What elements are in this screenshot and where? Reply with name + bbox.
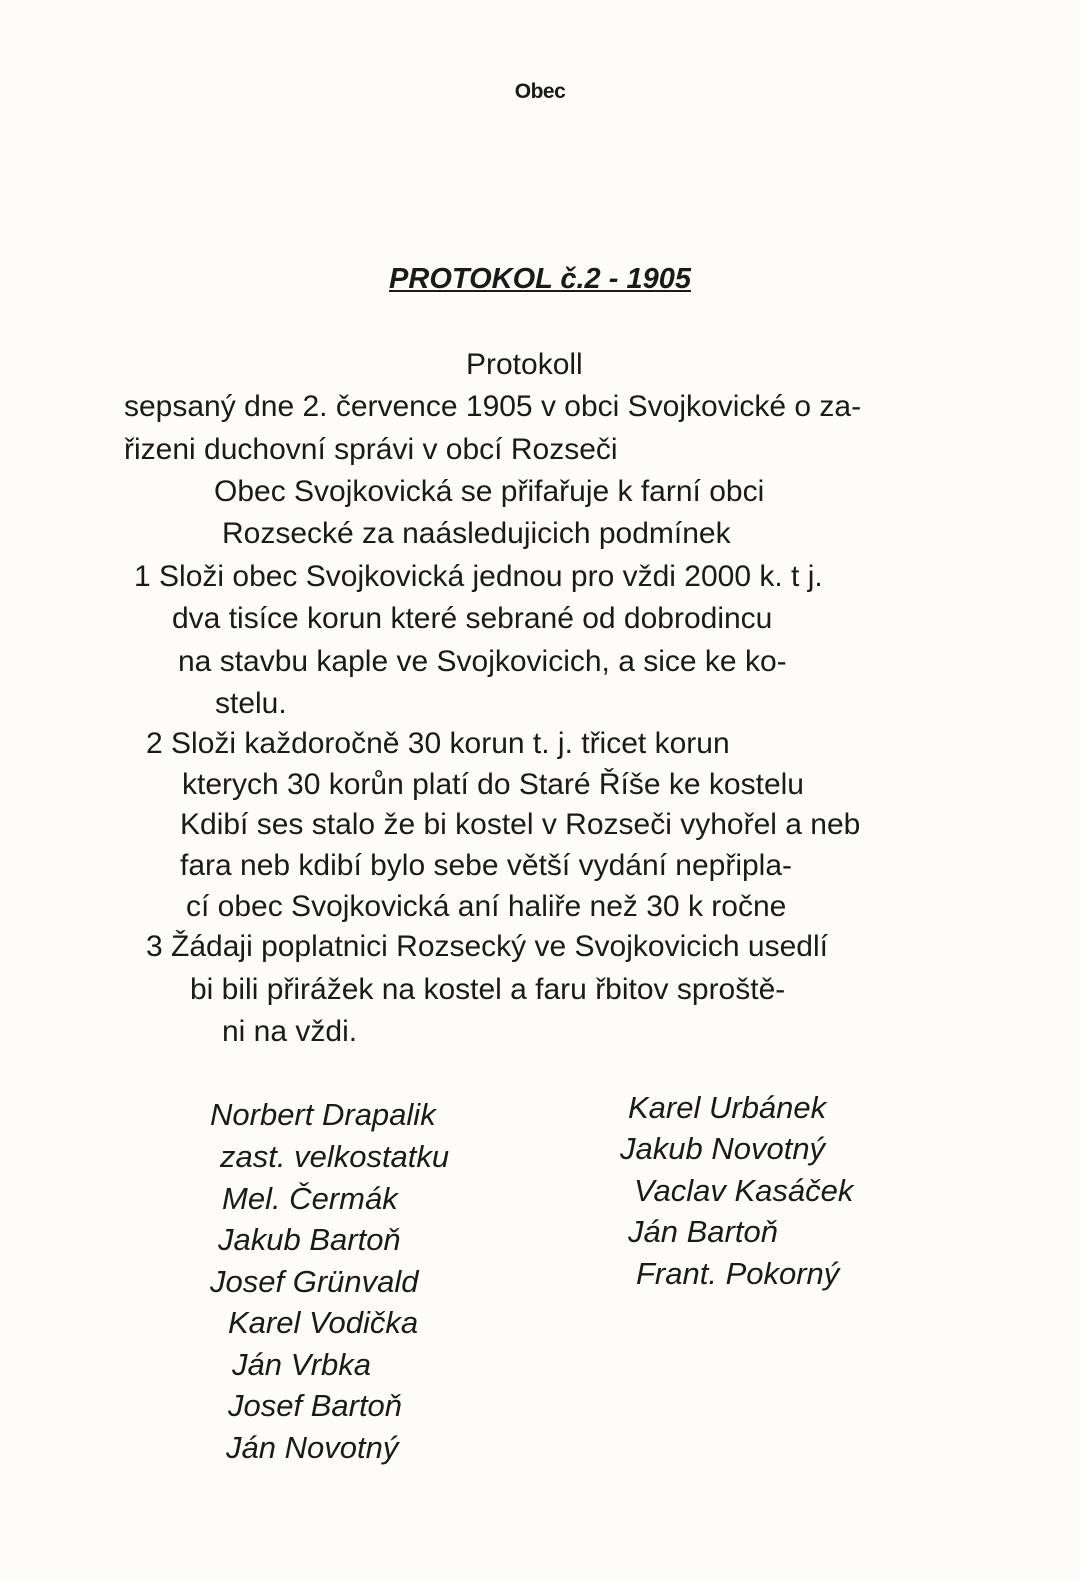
body-line: 3 Žádaji poplatnici Rozsecký ve Svojkovicich usedlí <box>146 930 828 963</box>
body-line: Protokoll <box>466 348 583 381</box>
body-line: Obec Svojkovická se přifařuje k farní obci <box>214 475 765 508</box>
signature-name: Ján Bartoň <box>628 1214 778 1249</box>
body-line: sepsaný dne 2. července 1905 v obci Svojkovické o za- <box>124 390 862 423</box>
signature-name: Norbert Drapalik <box>210 1097 436 1132</box>
body-line: dva tisíce korun které sebrané od dobrodincu <box>172 602 773 635</box>
body-line: stelu. <box>215 687 287 720</box>
header-label: Obec <box>514 80 566 103</box>
signature-name: Ján Vrbka <box>232 1347 372 1382</box>
body-line: bi bili přirážek na kostel a faru řbitov sproště- <box>190 973 786 1006</box>
signature-name: Josef Grünvald <box>210 1264 419 1299</box>
signature-name: Frant. Pokorný <box>636 1256 840 1291</box>
signature-name: Jakub Novotný <box>620 1131 826 1166</box>
body-line: řizeni duchovní správi v obcí Rozseči <box>124 433 618 466</box>
document-title: PROTOKOL č.2 - 1905 <box>389 263 691 295</box>
signature-name: Vaclav Kasáček <box>634 1173 854 1208</box>
body-line: fara neb kdibí bylo sebe větší vydání nepřipla- <box>180 849 793 882</box>
signature-name: Karel Urbánek <box>628 1090 827 1125</box>
signature-name: zast. velkostatku <box>220 1139 450 1174</box>
body-line: kterych 30 korůn platí do Staré Říše ke kostelu <box>182 768 804 801</box>
signature-name: Mel. Čermák <box>222 1181 398 1216</box>
body-line: Rozsecké za naásledujicich podmínek <box>222 517 731 550</box>
signature-name: Jakub Bartoň <box>218 1222 401 1257</box>
signature-name: Josef Bartoň <box>228 1388 403 1423</box>
body-line: Kdibí ses stalo že bi kostel v Rozseči vyhořel a neb <box>180 808 861 841</box>
signature-name: Ján Novotný <box>226 1430 399 1465</box>
body-line: 1 Složi obec Svojkovická jednou pro vždi 2000 k. t j. <box>134 560 823 593</box>
body-line: na stavbu kaple ve Svojkovicich, a sice ke ko- <box>178 645 787 678</box>
body-line: cí obec Svojkovická aní haliře než 30 k ročne <box>186 890 787 923</box>
body-line: 2 Složi každoročně 30 korun t. j. třicet korun <box>146 727 730 760</box>
body-line: ni na vždi. <box>222 1015 358 1048</box>
signature-name: Karel Vodička <box>228 1305 419 1340</box>
